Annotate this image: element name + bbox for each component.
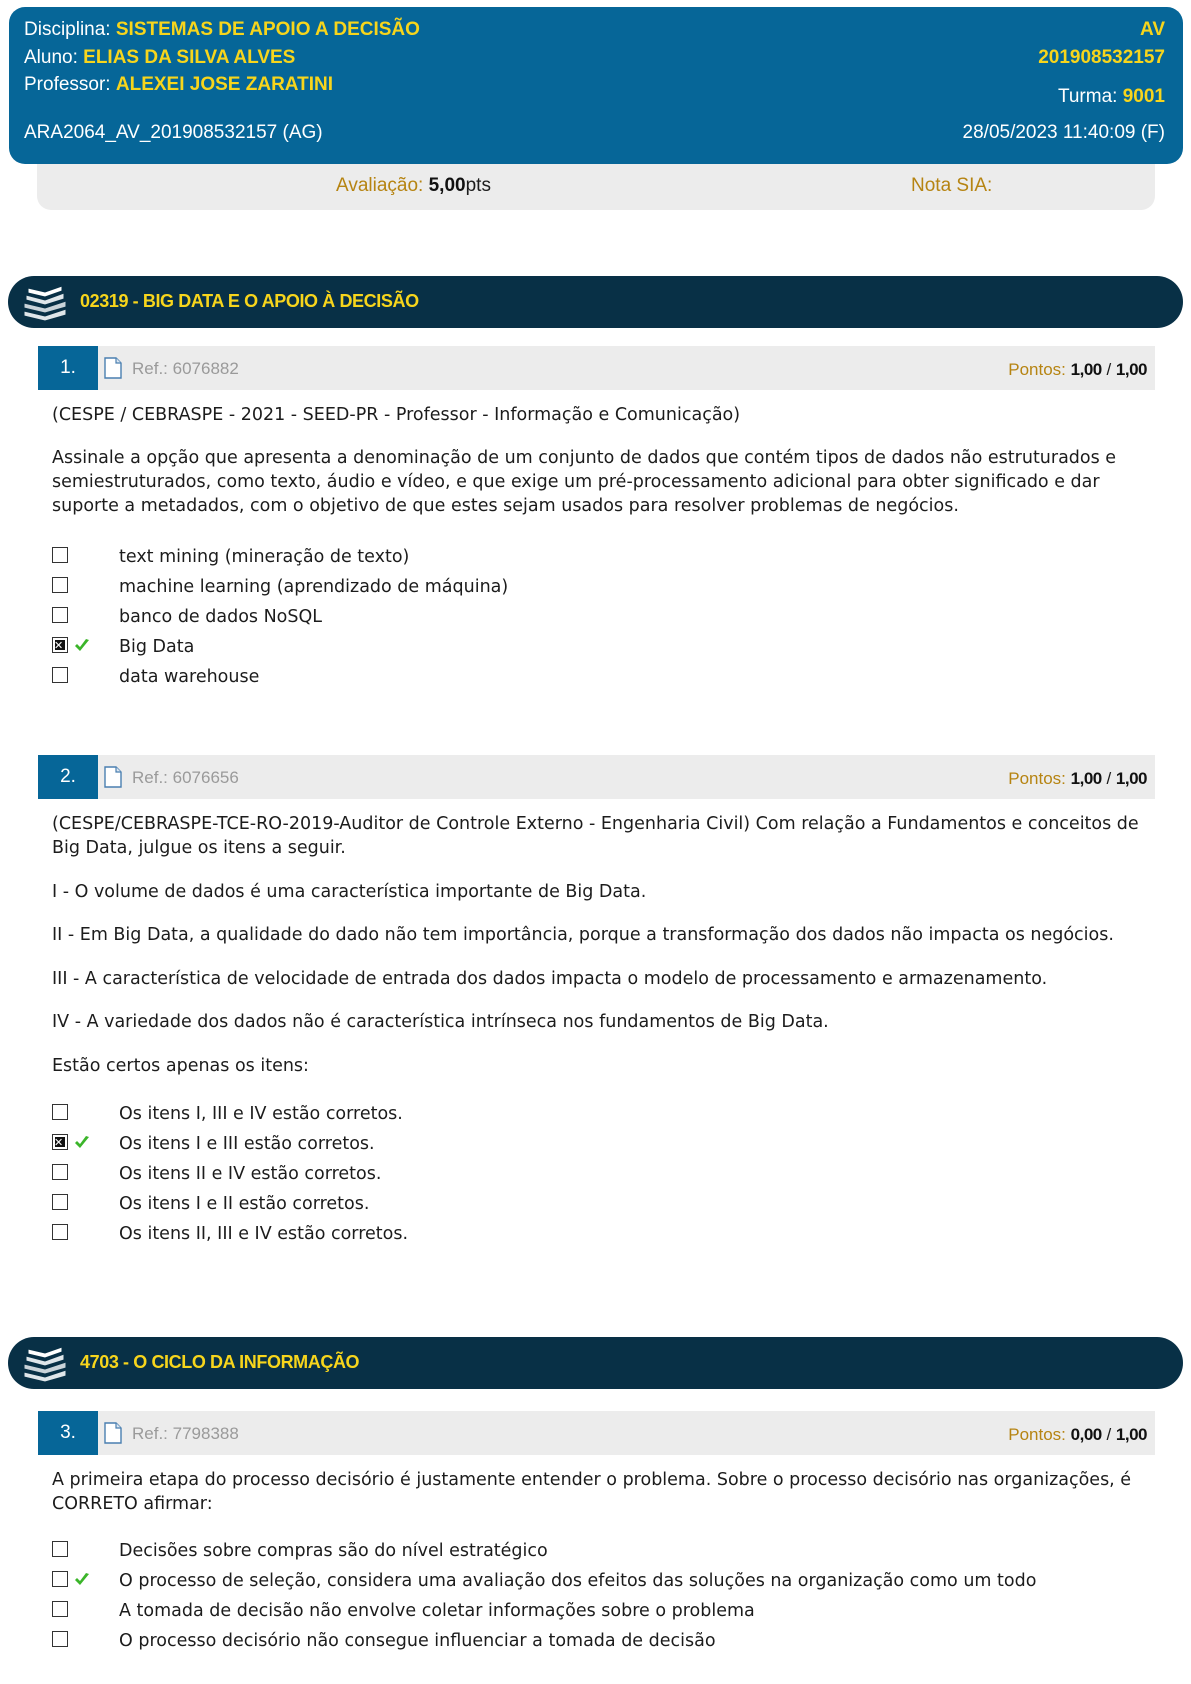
checkbox[interactable] xyxy=(52,607,68,623)
answer-option[interactable] xyxy=(52,543,1147,571)
question-statement: Assinale a opção que apresenta a denominação de um conjunto de dados que contém tipos de dados não estruturados e semiestruturados, como texto, áudio e vídeo, e que exige um pré-processamento adicional para obter significado e dar suporte a metadados, com o objetivo de que estes sejam usados para resolver problemas de negócios. xyxy=(52,448,1117,516)
correct-check-icon xyxy=(74,637,90,653)
points-max: 1,00 xyxy=(1115,360,1147,379)
disciplina-label: Disciplina: xyxy=(24,19,111,40)
professor-value: ALEXEI JOSE ZARATINI xyxy=(115,74,333,95)
nota-sia-label: Nota SIA: xyxy=(911,175,993,196)
answer-option[interactable] xyxy=(52,1190,1147,1218)
exam-type: AV xyxy=(1140,19,1165,40)
checkbox[interactable] xyxy=(52,667,68,683)
evaluation-label: Avaliação: xyxy=(336,175,424,196)
checked-checkbox[interactable] xyxy=(52,637,68,653)
question-statement: (CESPE/CEBRASPE-TCE-RO-2019-Auditor de Controle Externo - Engenharia Civil) Com relação a Fundamentos e conceitos de Big Data, julgue os itens a seguir. xyxy=(52,814,1139,858)
section-header xyxy=(8,276,1183,328)
question-prompt: Estão certos apenas os itens: xyxy=(52,1056,309,1076)
points-max: 1,00 xyxy=(1115,1425,1147,1444)
aluno-label: Aluno: xyxy=(24,47,78,68)
checkbox[interactable] xyxy=(52,1541,68,1557)
checkbox[interactable] xyxy=(52,1601,68,1617)
checkbox[interactable] xyxy=(52,1571,68,1587)
question-item: I - O volume de dados é uma característica importante de Big Data. xyxy=(52,882,647,902)
section-title: 02319 - BIG DATA E O APOIO À DECISÃO xyxy=(80,291,419,311)
answer-option[interactable] xyxy=(52,1567,1147,1595)
question-number: 2. xyxy=(38,755,98,799)
checkbox[interactable] xyxy=(52,1194,68,1210)
aluno-value: ELIAS DA SILVA ALVES xyxy=(83,47,296,68)
question-ref: Ref.: 6076882 xyxy=(132,359,239,378)
exam-header xyxy=(9,7,1183,164)
question-points: Pontos: 0,00 / 1,00 xyxy=(1008,1425,1147,1444)
answer-option[interactable] xyxy=(52,1160,1147,1188)
question-source: (CESPE / CEBRASPE - 2021 - SEED-PR - Professor - Informação e Comunicação) xyxy=(52,405,741,425)
question-points: Pontos: 1,00 / 1,00 xyxy=(1008,360,1147,379)
points-label: Pontos: xyxy=(1008,1425,1066,1444)
document-icon xyxy=(104,766,122,788)
checkbox[interactable] xyxy=(52,577,68,593)
books-icon xyxy=(20,283,70,321)
option-label: text mining (mineração de texto) xyxy=(119,547,410,567)
answer-option[interactable] xyxy=(52,573,1147,601)
points-max: 1,00 xyxy=(1115,769,1147,788)
turma-row xyxy=(1058,86,1165,108)
question-ref: Ref.: 6076656 xyxy=(132,768,239,787)
option-label: machine learning (aprendizado de máquina) xyxy=(119,577,509,597)
option-label: Os itens I e II estão corretos. xyxy=(119,1194,370,1214)
exam-code: ARA2064_AV_201908532157 (AG) xyxy=(24,122,323,143)
option-label: Os itens II, III e IV estão corretos. xyxy=(119,1224,409,1244)
question-header xyxy=(38,755,1155,799)
option-label: Big Data xyxy=(119,637,195,657)
exam-datetime: 28/05/2023 11:40:09 (F) xyxy=(962,122,1165,143)
answer-option[interactable] xyxy=(52,1537,1147,1565)
points-label: Pontos: xyxy=(1008,360,1066,379)
correct-check-icon xyxy=(74,1134,90,1150)
question-item: III - A característica de velocidade de entrada dos dados impacta o modelo de processamento e armazenamento. xyxy=(52,969,1048,989)
answer-option[interactable] xyxy=(52,1220,1147,1248)
answer-option[interactable] xyxy=(52,603,1147,631)
turma-value: 9001 xyxy=(1122,86,1165,107)
professor-label: Professor: xyxy=(24,74,111,95)
option-label: banco de dados NoSQL xyxy=(119,607,323,627)
question-item: II - Em Big Data, a qualidade do dado não tem importância, porque a transformação dos dados não impacta os negócios. xyxy=(52,925,1114,945)
option-label: data warehouse xyxy=(119,667,260,687)
points-earned: 1,00 xyxy=(1070,769,1102,788)
points-label: Pontos: xyxy=(1008,769,1066,788)
section-title: 4703 - O CICLO DA INFORMAÇÃO xyxy=(80,1352,360,1372)
checkbox[interactable] xyxy=(52,1631,68,1647)
answer-option[interactable] xyxy=(52,1627,1147,1655)
answer-option[interactable] xyxy=(52,663,1147,691)
answer-option[interactable] xyxy=(52,1100,1147,1128)
evaluation-unit: pts xyxy=(465,175,491,196)
checkbox[interactable] xyxy=(52,1164,68,1180)
option-label: Os itens I e III estão corretos. xyxy=(119,1134,375,1154)
evaluation-bar xyxy=(37,164,1155,210)
question-statement: A primeira etapa do processo decisório é justamente entender o problema. Sobre o processo decisório nas organizações, é CORRETO afirmar: xyxy=(52,1470,1132,1514)
answer-option-selected[interactable] xyxy=(52,633,1147,661)
option-label: Os itens I, III e IV estão corretos. xyxy=(119,1104,403,1124)
books-icon xyxy=(20,1344,70,1382)
professor-row xyxy=(24,74,333,96)
document-icon xyxy=(104,1422,122,1444)
points-earned: 0,00 xyxy=(1070,1425,1102,1444)
document-icon xyxy=(104,357,122,379)
turma-label: Turma: xyxy=(1057,86,1118,107)
question-header xyxy=(38,1411,1155,1455)
aluno-row xyxy=(24,47,295,69)
question-points: Pontos: 1,00 / 1,00 xyxy=(1008,769,1147,788)
answer-option[interactable] xyxy=(52,1597,1147,1625)
evaluation-score xyxy=(336,175,491,197)
option-label: O processo de seleção, considera uma avaliação dos efeitos das soluções na organização como um todo xyxy=(119,1571,1037,1591)
option-label: Os itens II e IV estão corretos. xyxy=(119,1164,382,1184)
evaluation-value: 5,00 xyxy=(428,175,466,196)
section-header xyxy=(8,1337,1183,1389)
question-header xyxy=(38,346,1155,390)
checked-checkbox[interactable] xyxy=(52,1134,68,1150)
question-number: 3. xyxy=(38,1411,98,1455)
checkbox[interactable] xyxy=(52,1104,68,1120)
points-earned: 1,00 xyxy=(1070,360,1102,379)
checkbox[interactable] xyxy=(52,547,68,563)
correct-check-icon xyxy=(74,1571,90,1587)
disciplina-row xyxy=(24,19,420,41)
question-number: 1. xyxy=(38,346,98,390)
question-item: IV - A variedade dos dados não é característica intrínseca nos fundamentos de Big Data. xyxy=(52,1012,829,1032)
matricula: 201908532157 xyxy=(1038,47,1165,68)
question-ref: Ref.: 7798388 xyxy=(132,1424,239,1443)
checkbox[interactable] xyxy=(52,1224,68,1240)
option-label: O processo decisório não consegue influenciar a tomada de decisão xyxy=(119,1631,716,1651)
option-label: Decisões sobre compras são do nível estratégico xyxy=(119,1541,548,1561)
disciplina-value: SISTEMAS DE APOIO A DECISÃO xyxy=(115,19,420,40)
option-label: A tomada de decisão não envolve coletar informações sobre o problema xyxy=(119,1601,755,1621)
answer-option-selected[interactable] xyxy=(52,1130,1147,1158)
